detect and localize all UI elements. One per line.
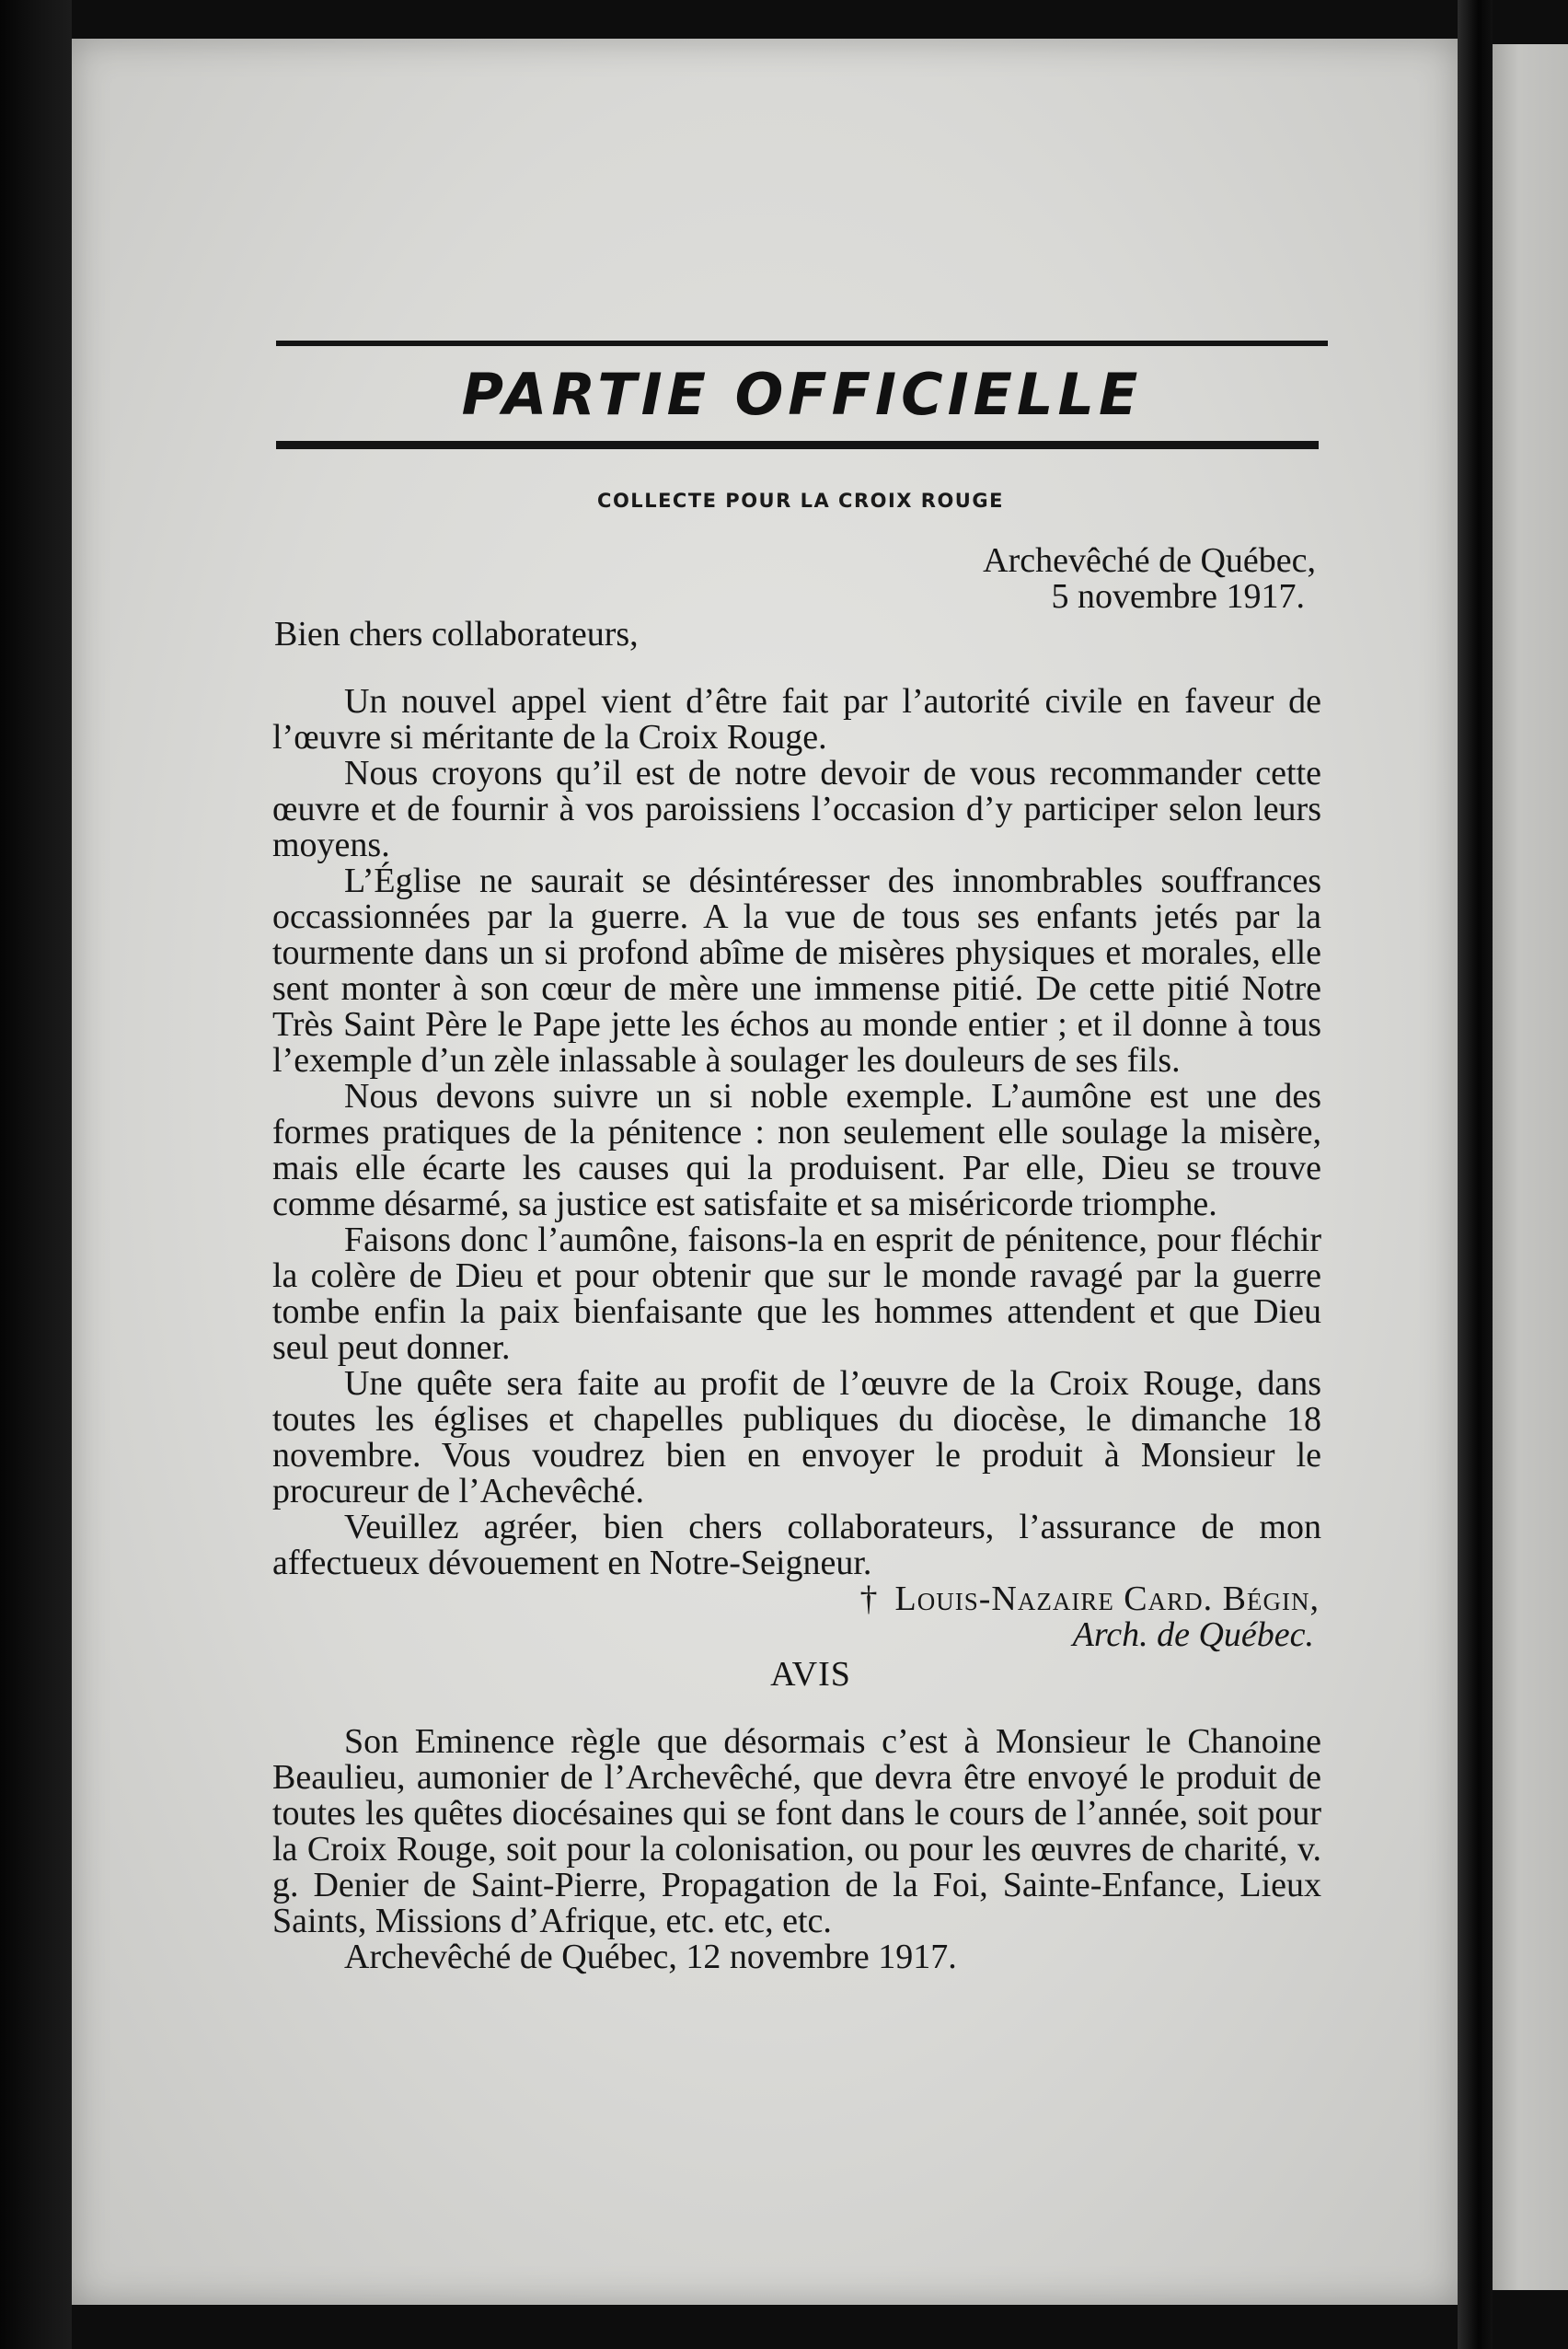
heading-rule-top (276, 341, 1328, 346)
letter-paragraph: L’Église ne saurait se désintéresser des innombrables souffrances occassionnées par la guerre. A la vue de tous ses enfants jetés par la tourmente dans un si profond abîme de misères physiques et morales, elle sent monter à son cœur de mère une immense pitié. De cette pitié Notre Très Saint Père le Pape jette les échos au monde entier ; et il donne à tous l’exemple d’un zèle inlassable à soulager les douleurs de ses fils. (272, 862, 1321, 1080)
avis-dateline: Archevêché de Québec, 12 novembre 1917. (344, 1938, 957, 1976)
letter-paragraph: Un nouvel appel vient d’être fait par l’autorité civile en faveur de l’œuvre si méritante de la Croix Rouge. (272, 682, 1321, 757)
avis-heading: AVIS (770, 1655, 851, 1694)
section-heading: PARTIE OFFICIELLE (461, 361, 1143, 428)
letter-paragraph: Une quête sera faite au profit de l’œuvre de la Croix Rouge, dans toutes les églises et chapelles publiques du diocèse, le dimanche 18 novembre. Vous voudrez bien en envoyer le produit à Monsieur le procureur de l’Achevêché. (272, 1364, 1321, 1510)
letter-paragraph: Nous croyons qu’il est de notre devoir de vous recommander cette œuvre et de fournir à vos paroissiens l’occasion d’y participer selon leurs moyens. (272, 754, 1321, 864)
letter-body (272, 543, 1321, 1975)
scan-left-border (0, 0, 72, 2349)
letter-salutation: Bien chers collaborateurs, (274, 615, 639, 654)
adjacent-page-edge (1493, 44, 1568, 2290)
letter-paragraph: Nous devons suivre un si noble exemple. L’aumône est une des formes pratiques de la pénitence : non seulement elle soulage la misère, mais elle écarte les causes qui la produisent. Par elle, Dieu se trouve comme désarmé, sa justice est satisfaite et sa miséricorde triomphe. (272, 1077, 1321, 1223)
letter-place: Archevêché de Québec, (983, 541, 1316, 580)
signature-name: Louis-Nazaire Card. Bégin, (894, 1580, 1320, 1618)
collecte-title: COLLECTE POUR LA CROIX ROUGE (597, 490, 1004, 512)
letter-date: 5 novembre 1917. (1051, 577, 1305, 616)
avis-paragraph: Son Eminence règle que désormais c’est à Monsieur le Chanoine Beaulieu, aumonier de l’Archevêché, que devra être envoyé le produit de toutes les quêtes diocésaines qui se font dans le cours de l’année, soit pour la Croix Rouge, soit pour la colonisation, ou pour les œuvres de charité, v. g. Denier de Saint-Pierre, Propagation de la Foi, Sainte-Enfance, Lieux Saints, Missions d’Afrique, etc. etc, etc. (272, 1722, 1321, 1940)
page-gutter-shadow (1458, 0, 1493, 2349)
letter-paragraph: Faisons donc l’aumône, faisons-la en esprit de pénitence, pour fléchir la colère de Dieu et pour obtenir que sur le monde ravagé par la guerre tombe enfin la paix bienfaisante que les hommes attendent et que Dieu seul peut donner. (272, 1221, 1321, 1367)
signature-cross: † (859, 1580, 878, 1618)
heading-rule-bottom (276, 441, 1319, 449)
signature-title: Arch. de Québec. (1072, 1615, 1314, 1654)
signature-line (272, 1581, 1321, 1617)
letter-paragraph: Veuillez agréer, bien chers collaborateurs, l’assurance de mon affectueux dévouement en Notre-Seigneur. (272, 1508, 1321, 1582)
